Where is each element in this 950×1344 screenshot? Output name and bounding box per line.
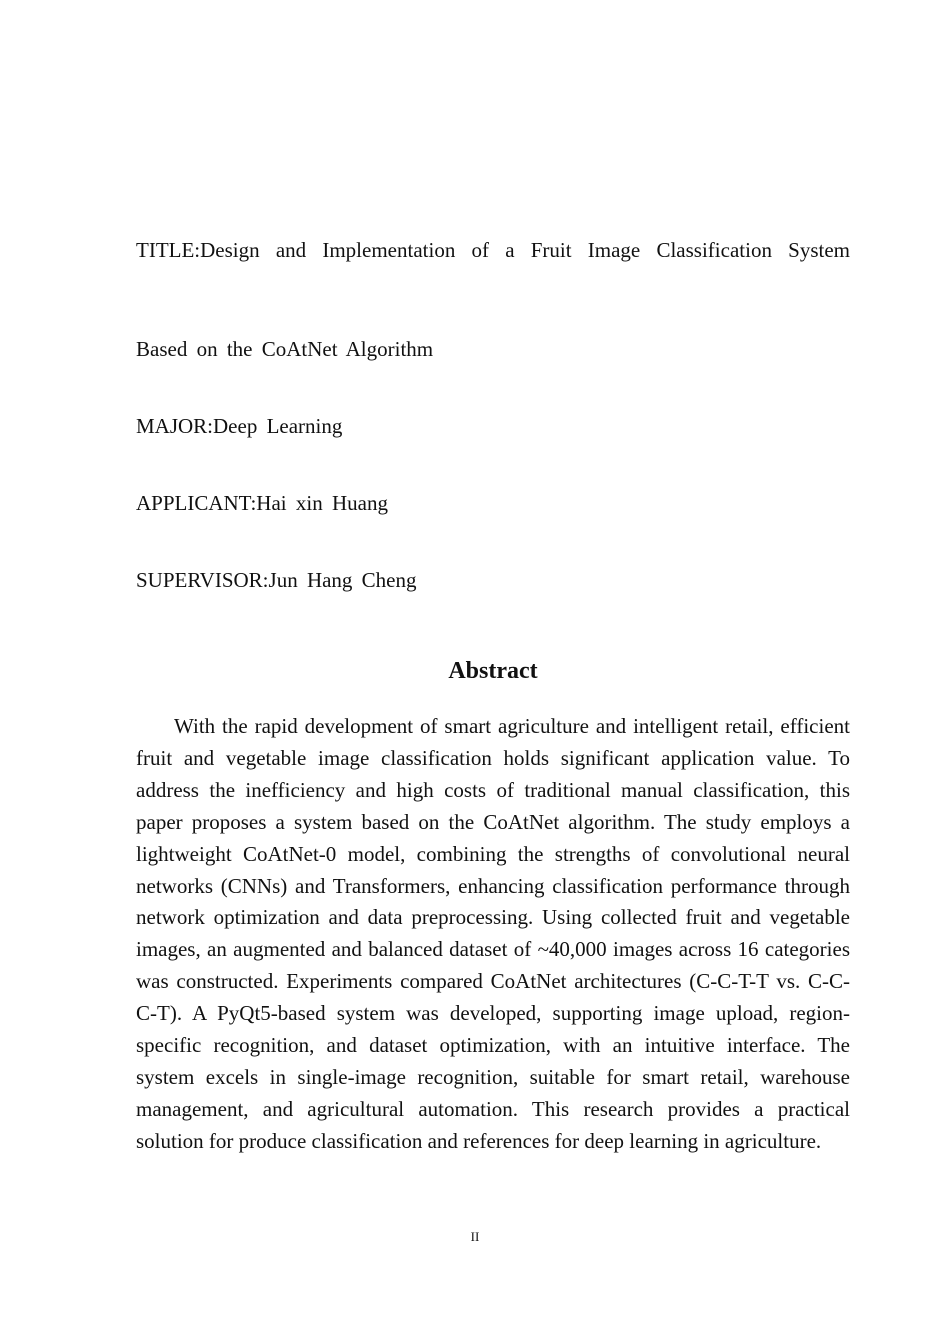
thesis-title-line-2: Based on the CoAtNet Algorithm (136, 337, 434, 361)
thesis-title-line-1: TITLE:Design and Implementation of a Fruit Image Classification System (136, 238, 850, 262)
major-line: MAJOR:Deep Learning (136, 414, 343, 438)
page-number: II (470, 1229, 480, 1244)
applicant-line: APPLICANT:Hai xin Huang (136, 491, 388, 515)
abstract-body: With the rapid development of smart agriculture and intelligent retail, efficient fruit and vegetable image classification holds significant application value. To address the inefficiency and high costs of traditional manual classification, this paper proposes a system based on the CoAtNet algorithm. The study employs a lightweight CoAtNet-0 model, combining the strengths of convolutional neural networks (CNNs) and Transformers, enhancing classification performance through network optimization and data preprocessing. Using collected fruit and vegetable images, an augmented and balanced dataset of ~40,000 images across 16 categories was constructed. Experiments compared CoAtNet architectures (C-C-T-T vs. C-C-C-T). A PyQt5-based system was developed, supporting image upload, region-specific recognition, and dataset optimization, with an intuitive interface. The system excels in single-image recognition, suitable for smart retail, warehouse management, and agricultural automation. This research provides a practical solution for produce classification and references for deep learning in agriculture. (136, 714, 850, 1153)
supervisor-line: SUPERVISOR:Jun Hang Cheng (136, 568, 417, 592)
abstract-heading: Abstract (448, 658, 538, 684)
